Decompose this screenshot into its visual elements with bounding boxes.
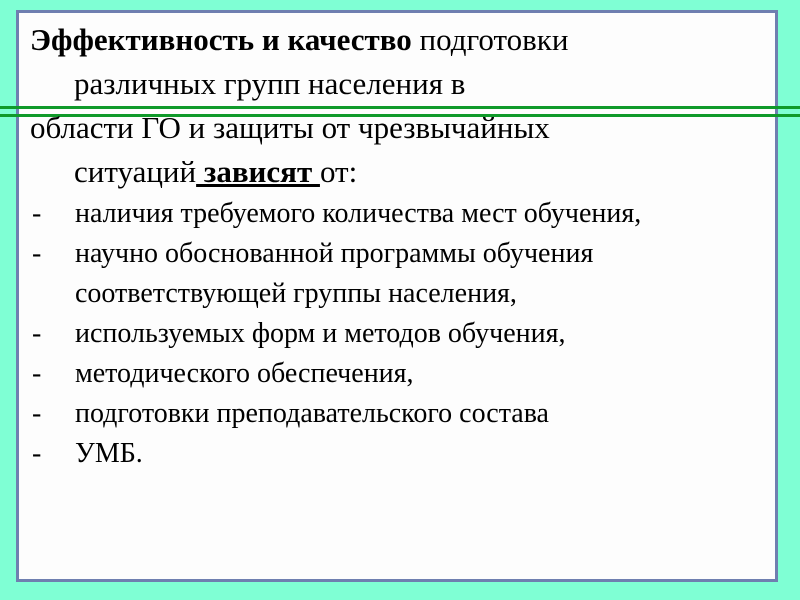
slide-heading — [30, 18, 770, 194]
heading-line-1 — [30, 18, 770, 62]
list-item-text: наличия требуемого количества мест обучения, — [75, 198, 642, 229]
heading-underlined-word: зависят — [196, 154, 320, 189]
list-item — [30, 354, 770, 394]
slide-content — [30, 18, 770, 474]
bullet-dash: - — [32, 438, 42, 469]
list-item — [30, 314, 770, 354]
heading-line-3: области ГО и защиты от чрезвычайных — [30, 110, 550, 145]
list-item-text: научно обоснованной программы обучения соответствующей группы населения, — [75, 238, 594, 309]
heading-bold-text: Эффективность и качество — [30, 22, 412, 57]
heading-line-2: различных групп населения в — [74, 66, 466, 101]
list-item — [30, 394, 770, 434]
heading-line-4 — [30, 150, 770, 194]
bullet-dash: - — [32, 398, 42, 429]
list-item — [30, 234, 770, 314]
list-item — [30, 194, 770, 234]
list-item-text: подготовки преподавательского состава — [75, 398, 549, 429]
list-item — [30, 434, 770, 474]
heading-line-4-post: от: — [319, 154, 358, 189]
factor-list — [30, 194, 770, 474]
list-item-text: используемых форм и методов обучения, — [75, 318, 566, 349]
list-item-text: методического обеспечения, — [75, 358, 414, 389]
heading-line-4-pre: ситуаций — [74, 154, 197, 189]
heading-rest-text: подготовки — [411, 22, 569, 57]
list-item-text: УМБ. — [75, 438, 143, 469]
bullet-dash: - — [32, 358, 42, 389]
bullet-dash: - — [32, 198, 42, 229]
bullet-dash: - — [32, 238, 42, 269]
bullet-dash: - — [32, 318, 42, 349]
